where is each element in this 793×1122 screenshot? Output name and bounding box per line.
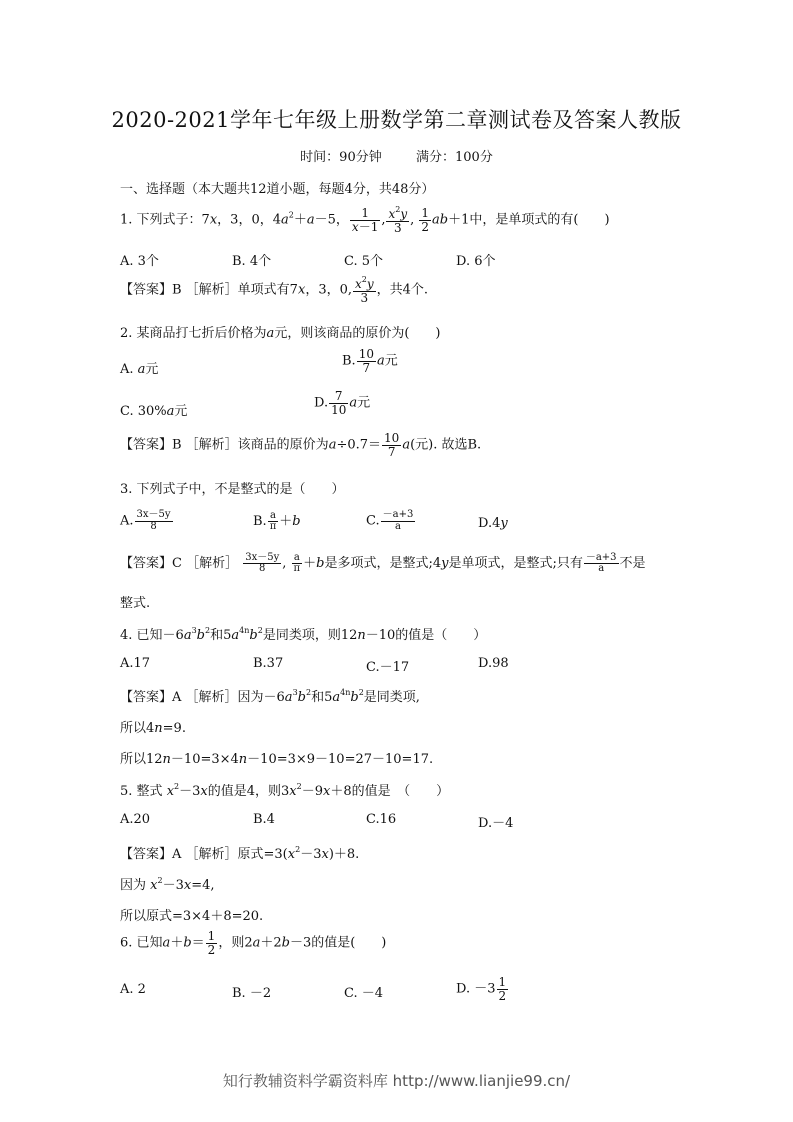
option-c: C. 5个 (344, 254, 384, 269)
footer-watermark: 知行教辅资料学霸资料库 http://www.lianjie99.cn/ (222, 1072, 571, 1090)
option-a: A. a元 (120, 362, 159, 377)
option-d: D. 6个 (456, 254, 496, 269)
question-6: 6. 已知a＋b＝ $\frac{1}{2}$ ，则2a＋2b－3的值是( ) (120, 929, 387, 957)
fraction: $\frac{1}{2}$ (421, 206, 430, 234)
answer-q3-cont: 整式. (120, 596, 151, 611)
option-b: B. －2 (232, 986, 272, 1001)
option-d: D.4y (478, 516, 508, 531)
option-a: A. $\frac{3x-5y}{8}$ (120, 509, 171, 532)
option-b: B.4 (253, 812, 275, 827)
answer-q2: 【答案】B ［解析］该商品的原价为a÷0.7＝ $\frac{10}{7}$ a(元). 故选B. (120, 431, 482, 459)
fraction: $\frac{x^2y}{3}$ (388, 205, 408, 235)
option-c: C. －4 (344, 986, 384, 1001)
answer-q4: 【答案】A ［解析］因为$-6a^3b^2$和$5a^{4n}b^2$是同类项, (120, 688, 420, 705)
answer-q3: 【答案】C ［解析］ $\frac{3x-5y}{8}$ , $\frac{a}{\pi}$ ＋b是多项式，是整式;4y是单项式，是整式;只有 $\frac{-a+3}{a}$ 不是 (120, 551, 646, 574)
option-d: D. －3 $\frac{1}{2}$ (456, 975, 507, 1003)
option-d: D.98 (478, 656, 509, 671)
option-c: C.16 (366, 812, 397, 827)
answer-q1: 【答案】B ［解析］单项式有7x，3，0, $\frac{x^2y}{3}$ ，共4个. (120, 275, 429, 305)
answer-q4-line3: 所以12n－10=3×4n－10=3×9－10=27－10=17. (120, 752, 434, 767)
section-heading: 一、选择题（本大题共12道小题，每题4分，共48分） (120, 182, 435, 197)
time-label: 时间：90分钟 (300, 150, 382, 165)
option-d: D. $\frac{7}{10}$ a元 (314, 389, 371, 417)
option-d: D.－4 (478, 816, 514, 831)
option-b: B.37 (253, 656, 284, 671)
option-c: C.－17 (366, 660, 410, 675)
answer-q4-line2: 所以4n=9. (120, 721, 186, 736)
question-4: 4. 已知$-6a^3b^2$和$5a^{4n}b^2$是同类项，则12n－10的值是（ ） (120, 626, 487, 643)
option-b: B. $\frac{10}{7}$ a元 (342, 347, 398, 375)
option-c: C. $\frac{-a+3}{a}$ (366, 509, 414, 532)
option-a: A. 2 (120, 982, 146, 997)
score-label: 满分：100分 (416, 150, 493, 165)
question-5: 5. 整式 $x^2-3x$的值是4，则$3x^2-9x+8$的值是 （ ） (120, 782, 450, 799)
question-3: 3. 下列式子中，不是整式的是（ ） (120, 482, 345, 497)
option-a: A.20 (120, 812, 151, 827)
answer-q5-line2: 因为 $x^2-3x=4$, (120, 876, 215, 893)
option-a: A. 3个 (120, 254, 159, 269)
answer-q5-line3: 所以原式=3×4＋8=20. (120, 909, 264, 924)
fraction: $\frac{x^2y}{3}$ (355, 275, 374, 305)
option-c: C. 30%a元 (120, 404, 188, 419)
option-b: B. 4个 (232, 254, 272, 269)
page-title: 2020-2021学年七年级上册数学第二章测试卷及答案人教版 (111, 108, 682, 132)
fraction: $\frac{1}{x-1}$ (351, 206, 379, 234)
question-2: 2. 某商品打七折后价格为a元，则该商品的原价为( ) (120, 326, 441, 341)
exam-info (0, 146, 793, 165)
question-1: 1. 下列式子：7x，3，0，$4a^2+a-5$， $\frac{1}{x-1}$ , $\frac{x^2y}{3}$ , $\frac{1}{2}$ ab＋1中，是单项式的有( ) (120, 205, 610, 235)
option-a: A.17 (120, 656, 151, 671)
option-b: B. $\frac{a}{\pi}$ ＋b (253, 509, 301, 532)
answer-q5: 【答案】A ［解析］原式$=3(x^2-3x)+8$. (120, 845, 360, 862)
